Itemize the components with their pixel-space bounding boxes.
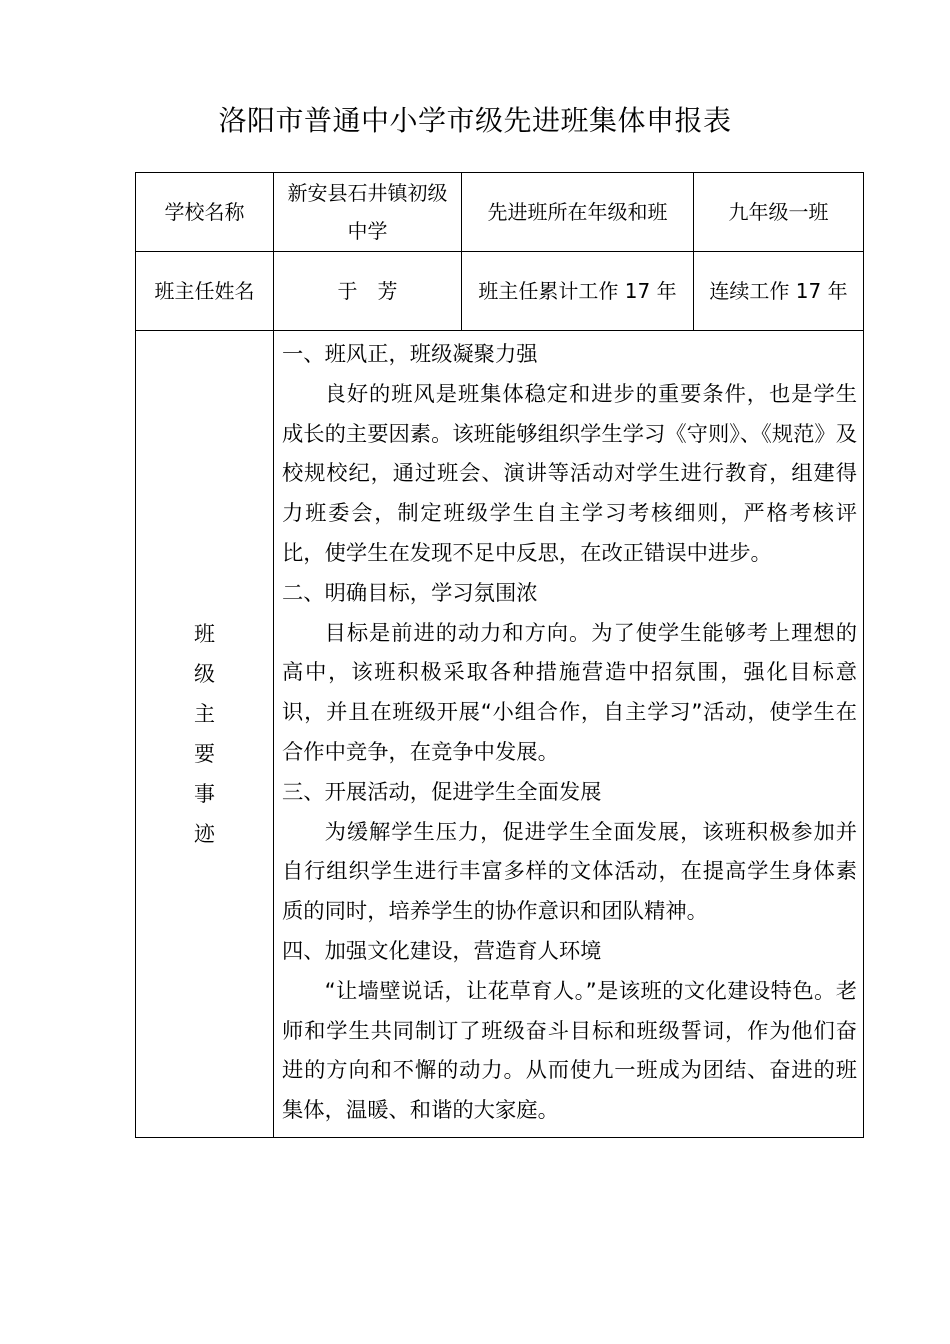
label-char: 要 [194,741,215,766]
teacher-name-value: 于 芳 [274,252,462,331]
application-form-table [135,172,864,1138]
achievements-label-cell [136,331,274,1138]
label-char: 迹 [194,821,215,846]
label-char: 班 [194,621,215,646]
section-paragraph: 良好的班风是班集体稳定和进步的重要条件，也是学生成长的主要因素。该班能够组织学生学习《守则》、《规范》及校规校纪，通过班会、演讲等活动对学生进行教育，组建得力班委会，制定班级学生自主学习考核细则，严格考核评比，使学生在发现不足中反思，在改正错误中进步。 [282,381,858,566]
label-char: 主 [194,701,215,726]
section-heading: 一、班风正，班级凝聚力强 [282,342,538,367]
section-heading: 二、明确目标，学习氛围浓 [282,580,538,606]
table-row-achievements [136,331,864,1138]
class-value: 九年级一班 [694,173,864,252]
table-row-teacher [136,252,864,331]
class-label: 先进班所在年级和班 [462,173,694,252]
section-paragraph: 为缓解学生压力，促进学生全面发展，该班积极参加并自行组织学生进行丰富多样的文体活动，在提高学生身体素质的同时，培养学生的协作意识和团队精神。 [282,819,857,925]
achievements-label [136,614,273,854]
school-name-label: 学校名称 [136,173,274,252]
section-paragraph: 目标是前进的动力和方向。为了使学生能够考上理想的高中，该班积极采取各种措施营造中招氛围，强化目标意识，并且在班级开展“小组合作，自主学习”活动，使学生在合作中竞争，在竞争中发展。 [282,620,857,765]
label-char: 事 [194,781,215,806]
page-title: 洛阳市普通中小学市级先进班集体申报表 [218,104,732,137]
achievements-content [274,331,864,1138]
section-heading: 四、加强文化建设，营造育人环境 [282,938,602,964]
cumulative-years: 班主任累计工作 17 年 [462,252,694,331]
school-name-value: 新安县石井镇初级中学 [274,173,462,252]
section-heading: 三、开展活动，促进学生全面发展 [282,779,602,805]
teacher-name-label: 班主任姓名 [136,252,274,331]
continuous-years: 连续工作 17 年 [694,252,864,331]
label-char: 级 [194,661,215,686]
section-paragraph: “让墙壁说话，让花草育人。”是该班的文化建设特色。老师和学生共同制订了班级奋斗目标和班级誓词，作为他们奋进的方向和不懈的动力。从而使九一班成为团结、奋进的班集体，温暖、和谐的大家庭。 [282,978,857,1124]
table-row-school [136,173,864,252]
